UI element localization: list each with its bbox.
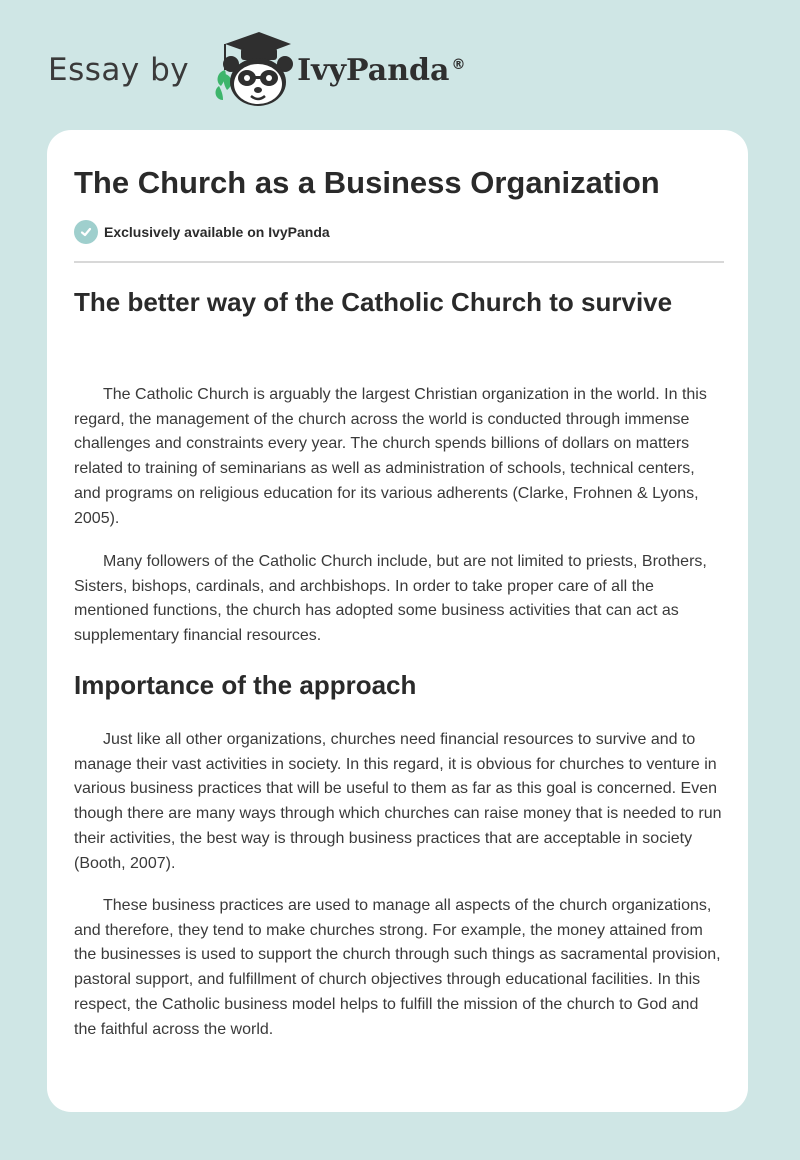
essay-by-label: Essay by <box>48 52 190 88</box>
essay-card <box>47 130 748 1112</box>
essay-title: The Church as a Business Organization <box>74 165 660 200</box>
site-header <box>48 30 465 110</box>
paragraph: Many followers of the Catholic Church include, but are not limited to priests, Brothers, Sisters, bishops, cardinals, and archbishops. In order to take proper care of all the mentioned functions, the church has adopted some business activities that can act as supplementary financial resources. <box>74 553 707 645</box>
divider <box>74 261 724 263</box>
ivypanda-wordmark[interactable] <box>297 53 465 88</box>
registered-mark: ® <box>451 56 466 73</box>
check-circle-icon <box>74 220 98 244</box>
exclusive-badge-text: Exclusively available on IvyPanda <box>104 224 330 240</box>
section-heading: The better way of the Catholic Church to survive <box>74 287 673 317</box>
exclusive-badge <box>74 220 330 244</box>
brand-name-text: IvyPanda <box>297 52 450 88</box>
paragraph: These business practices are used to manage all aspects of the church organizations, and therefore, they tend to make churches strong. For example, the money attained from the businesses is used to support the church through such things as sacramental provision, pastoral support, and fulfillment of church objectives through educational facilities. In this respect, the Catholic business model helps to fulfill the mission of the church to God and the faithful across the world. <box>74 897 721 1038</box>
paragraph: The Catholic Church is arguably the largest Christian organization in the world. In this regard, the management of the church across the world is conducted through immense challenges and constraints every year. The church spends billions of dollars on matters related to training of seminarians as well as administration of schools, technical centers, and programs on religious education for its various adherents (Clarke, Frohnen & Lyons, 2005). <box>74 386 707 527</box>
paragraph: Just like all other organizations, churches need financial resources to survive and to manage their vast activities in society. In this regard, it is obvious for churches to venture in various business practices that will be useful to them as far as this goal is concerned. Even though there are many ways through which churches can raise money that is needed to run their activities, the best way is through business practices that are acceptable in society (Booth, 2007). <box>74 731 722 872</box>
section-heading: Importance of the approach <box>74 670 417 700</box>
panda-graduate-logo-icon[interactable] <box>205 30 293 110</box>
